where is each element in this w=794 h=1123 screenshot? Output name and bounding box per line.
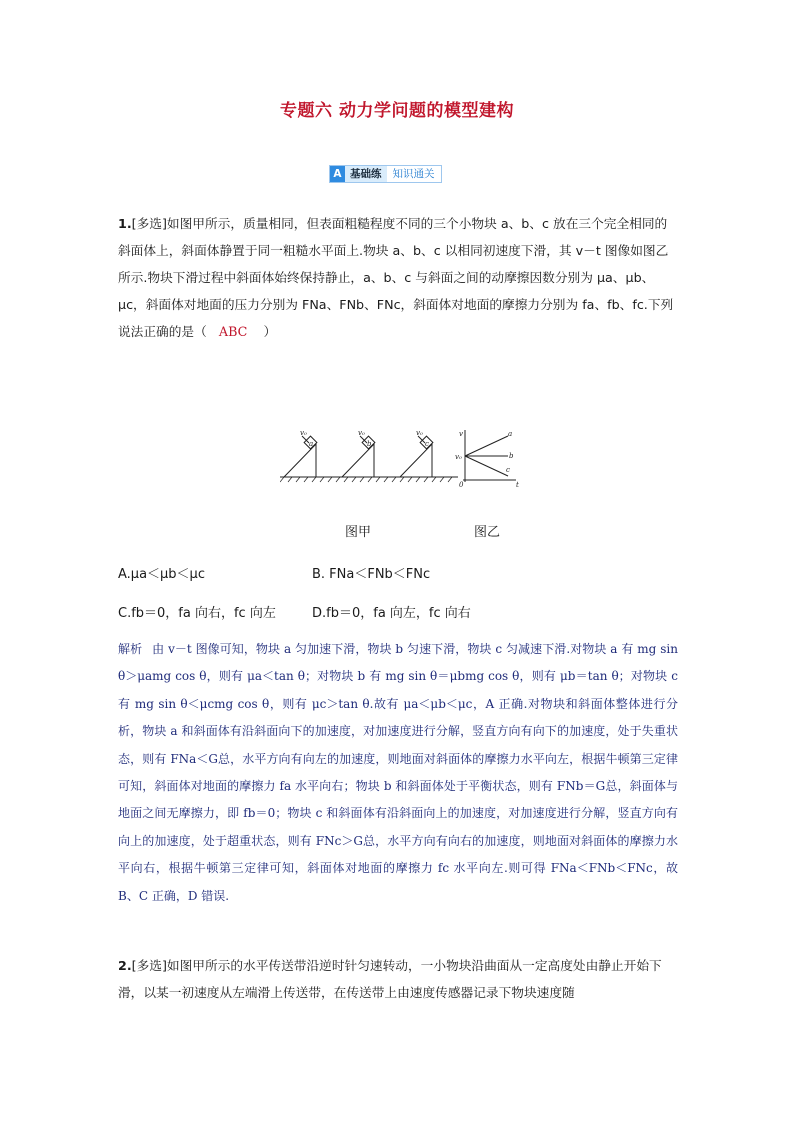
v0-label-3: v₀ xyxy=(416,429,423,437)
figure-inclines-and-vt-graph xyxy=(280,424,530,496)
block-b-label: b xyxy=(367,440,372,448)
block-c-label: c xyxy=(425,440,429,448)
question-2 xyxy=(118,952,678,1006)
option-c: C.fb＝0，fa 向右，fc 向左 xyxy=(118,606,276,621)
origin-label: 0 xyxy=(459,481,464,489)
block-a-label: a xyxy=(309,440,314,448)
question-text-2: [多选]如图甲所示的水平传送带沿逆时针匀速转动，一小物块沿曲面从一定高度处由静止开始下滑，以某一初速度从左端滑上传送带，在传送带上由速度传感器记录下物块速度随 xyxy=(118,958,662,1000)
question-close: ） xyxy=(263,324,277,339)
badge-level: 基础练 xyxy=(345,166,387,182)
question-text: [多选]如图甲所示，质量相同，但表面粗糙程度不同的三个小物块 a、b、c 放在三个完全相同的斜面体上，斜面体静置于同一粗糙水平面上.物块 a、b、c 以相同初速度下滑，其 v－t 图像如图乙所示.物块下滑过程中斜面体始终保持静止，a、b、c 与斜面之间的动摩擦因数分别为 μa、μb、μc，斜面体对地面的压力分别为 FNa、FNb、FNc，斜面体对地面的摩擦力分别为 fa、fb、fc.下列说法正确的是（ xyxy=(118,216,674,339)
v0-label-1: v₀ xyxy=(300,429,307,437)
line-c-label: c xyxy=(506,466,510,474)
option-b: B. FNa＜FNb＜FNc xyxy=(312,567,431,582)
solution-label: 解析 xyxy=(118,642,143,656)
question-number-2: 2. xyxy=(118,958,132,973)
caption-figure-a: 图甲 xyxy=(345,525,372,540)
option-a: A.μa＜μb＜μc xyxy=(118,567,205,582)
page-title: 专题六 动力学问题的模型建构 xyxy=(280,101,514,121)
solution-text: 由 v－t 图像可知，物块 a 匀加速下滑，物块 b 匀速下滑，物块 c 匀减速下滑.对物块 a 有 mg sin θ＞μamg cos θ，则有 μa＜tan θ；对物块 b 有 mg sin θ＝μbmg cos θ，则有 μb＝tan θ；对物块 c 有 mg sin θ＜μcmg cos θ，则有 μc＞tan θ.故有 μa＜μb＜μc，A 正确.对物块和斜面体整体进行分析，物块 a 和斜面体有沿斜面向下的加速度，对加速度进行分解，竖直方向有向下的加速度，处于失重状态，则有 FNa＜G总，水平方向有向左的加速度，则地面对斜面体的摩擦力水平向左，根据牛顿第三定律可知，斜面体对地面的摩擦力 fa 水平向右；物块 b 和斜面体处于平衡状态，则有 FNb＝G总，斜面体与地面之间无摩擦力，即 fb＝0；物块 c 和斜面体有沿斜面向上的加速度，对加速度进行分解，竖直方向有向上的加速度，处于超重状态，则有 FNc＞G总，水平方向有向右的加速度，则地面对斜面体的摩擦力水平向右，根据牛顿第三定律可知，斜面体对地面的摩擦力 fc 水平向左.则可得 FNa＜FNb＜FNc，故 B、C 正确，D 错误. xyxy=(118,642,678,903)
v-axis-label: v xyxy=(459,430,463,438)
solution xyxy=(118,636,678,910)
v0-axis-label: v₀ xyxy=(455,453,462,461)
question-1 xyxy=(118,210,678,345)
caption-figure-b: 图乙 xyxy=(474,525,501,540)
badge-letter: A xyxy=(330,166,345,182)
answer: ABC xyxy=(218,324,248,339)
v0-label-2: v₀ xyxy=(358,429,365,437)
badge-tag: 知识通关 xyxy=(387,166,441,182)
option-d: D.fb＝0，fa 向左，fc 向右 xyxy=(312,606,471,621)
t-axis-label: t xyxy=(516,481,519,489)
section-badge xyxy=(329,165,442,183)
question-number: 1. xyxy=(118,216,132,231)
line-a-label: a xyxy=(508,430,513,438)
line-b-label: b xyxy=(509,452,514,460)
